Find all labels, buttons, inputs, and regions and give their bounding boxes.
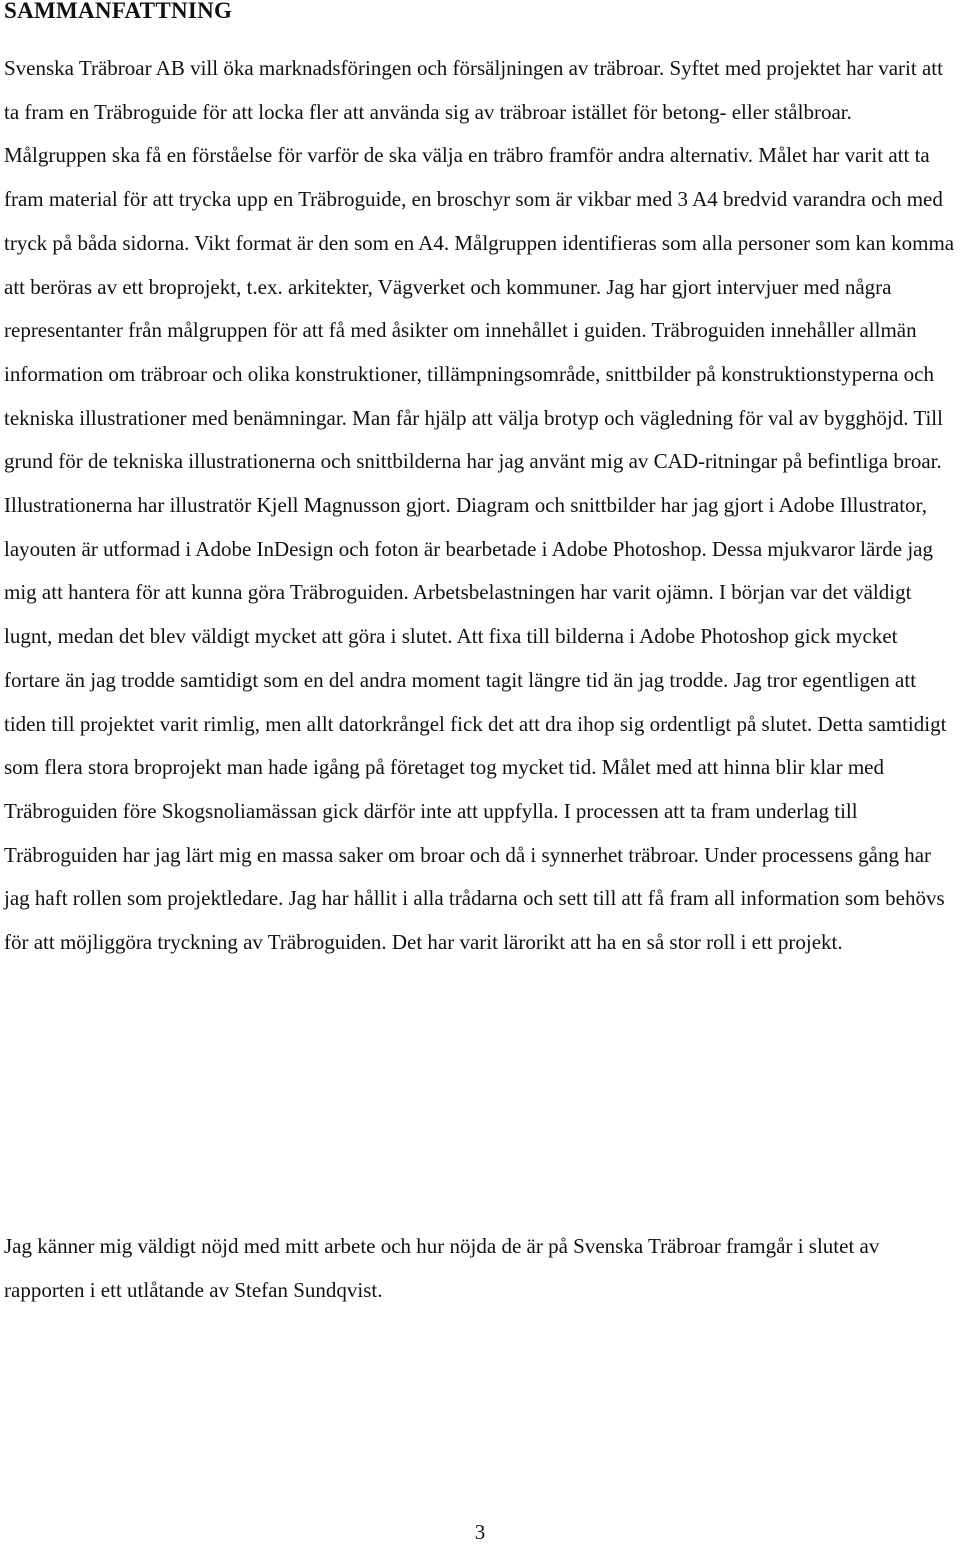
summary-paragraph: Svenska Träbroar AB vill öka marknadsföringen och försäljningen av träbroar. Syftet med projektet har varit att ta fram en Träbroguide för att locka fler att använda sig av träbroar istället för betong- eller stålbroar. Målgruppen ska få en förståelse för varför de ska välja en träbro framför andra alternativ. Målet har varit att ta fram material för att trycka upp en Träbroguide, en broschyr som är vikbar med 3 A4 bredvid varandra och med tryck på båda sidorna. Vikt format är den som en A4. Målgruppen identifieras som alla personer som kan komma att beröras av ett broprojekt, t.ex. arkitekter, Vägverket och kommuner. Jag har gjort intervjuer med några representanter från målgruppen för att få med åsikter om innehållet i guiden. Träbroguiden innehåller allmän information om träbroar och olika konstruktioner, tillämpningsområde, snittbilder på konstruktionstyperna och tekniska illustrationer med benämningar. Man får hjälp att välja brotyp och vägledning för val av bygghöjd. Till grund för de tekniska illustrationerna och snittbilderna har jag använt mig av CAD-ritningar på befintliga broar. Illustrationerna har illustratör Kjell Magnusson gjort. Diagram och snittbilder har jag gjort i Adobe Illustrator, layouten är utformad i Adobe InDesign och foton är bearbetade i Adobe Photoshop. Dessa mjukvaror lärde jag mig att hantera för att kunna göra Träbroguiden. Arbetsbelastningen har varit ojämn. I början var det väldigt lugnt, medan det blev väldigt mycket att göra i slutet. Att fixa till bilderna i Adobe Photoshop gick mycket fortare än jag trodde samtidigt som en del andra moment tagit längre tid än jag trodde. Jag tror egentligen att tiden till projektet varit rimlig, men allt datorkrångel fick det att dra ihop sig ordentligt på slutet. Detta samtidigt som flera stora broprojekt man hade igång på företaget tog mycket tid. Målet med att hinna blir klar med Träbroguiden före Skogsnoliamässan gick därför inte att uppfylla. I processen att ta fram underlag till Träbroguiden har jag lärt mig en massa saker om broar och då i synnerhet träbroar. Under processens gång har jag haft rollen som projektledare. Jag har hållit i alla trådarna och sett till att få fram all information som behövs för att möjliggöra tryckning av Träbroguiden. Det har varit lärorikt att ha en så stor roll i ett projekt. (4, 56, 955, 955)
closing-paragraph: Jag känner mig väldigt nöjd med mitt arbete och hur nöjda de är på Svenska Träbroar framgår i slutet av rapporten i ett utlåtande av Stefan Sundqvist. (4, 1234, 880, 1302)
page-number: 3 (474, 1520, 486, 1544)
section-heading: SAMMANFATTNING (4, 0, 233, 23)
